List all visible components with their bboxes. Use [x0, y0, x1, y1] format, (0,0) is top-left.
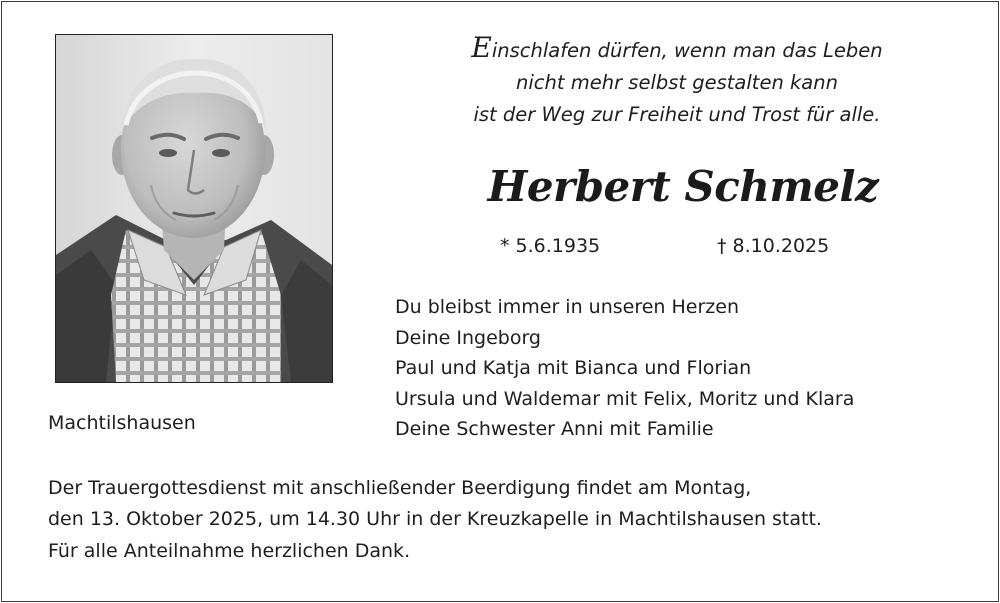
birth-date: * 5.6.1935: [500, 235, 601, 257]
funeral-service-info: [48, 473, 822, 534]
mourners-list: [395, 292, 854, 445]
mourner-line: Deine Schwester Anni mit Familie: [395, 418, 714, 440]
death-date: † 8.10.2025: [717, 235, 830, 257]
thanks-note: Für alle Anteilnahme herzlichen Dank.: [48, 540, 411, 562]
place-name: Machtilshausen: [48, 412, 196, 434]
mourner-line: Ursula und Waldemar mit Felix, Moritz und Klara: [395, 387, 855, 410]
motto-line-1-text: inschlafen dürfen, wenn man das Leben: [491, 39, 883, 62]
motto-initial: E: [471, 31, 492, 64]
deceased-name: Herbert Schmelz: [487, 162, 879, 211]
obituary-card: [1, 1, 999, 602]
motto-line-1: [407, 32, 947, 67]
motto-line-2: nicht mehr selbst gestalten kann: [516, 71, 838, 94]
service-line: den 13. Oktober 2025, um 14.30 Uhr in der Kreuzkapelle in Machtilshausen statt.: [48, 507, 822, 530]
portrait-photo: [55, 34, 333, 383]
motto-line-3: ist der Weg zur Freiheit und Trost für alle.: [473, 103, 881, 126]
service-line: Der Trauergottesdienst mit anschließender Beerdigung findet am Montag,: [48, 477, 752, 499]
mourner-line: Deine Ingeborg: [395, 326, 541, 349]
mourner-line: Du bleibst immer in unseren Herzen: [395, 296, 739, 318]
motto-quote: [407, 32, 947, 131]
mourner-line: Paul und Katja mit Bianca und Florian: [395, 357, 752, 379]
